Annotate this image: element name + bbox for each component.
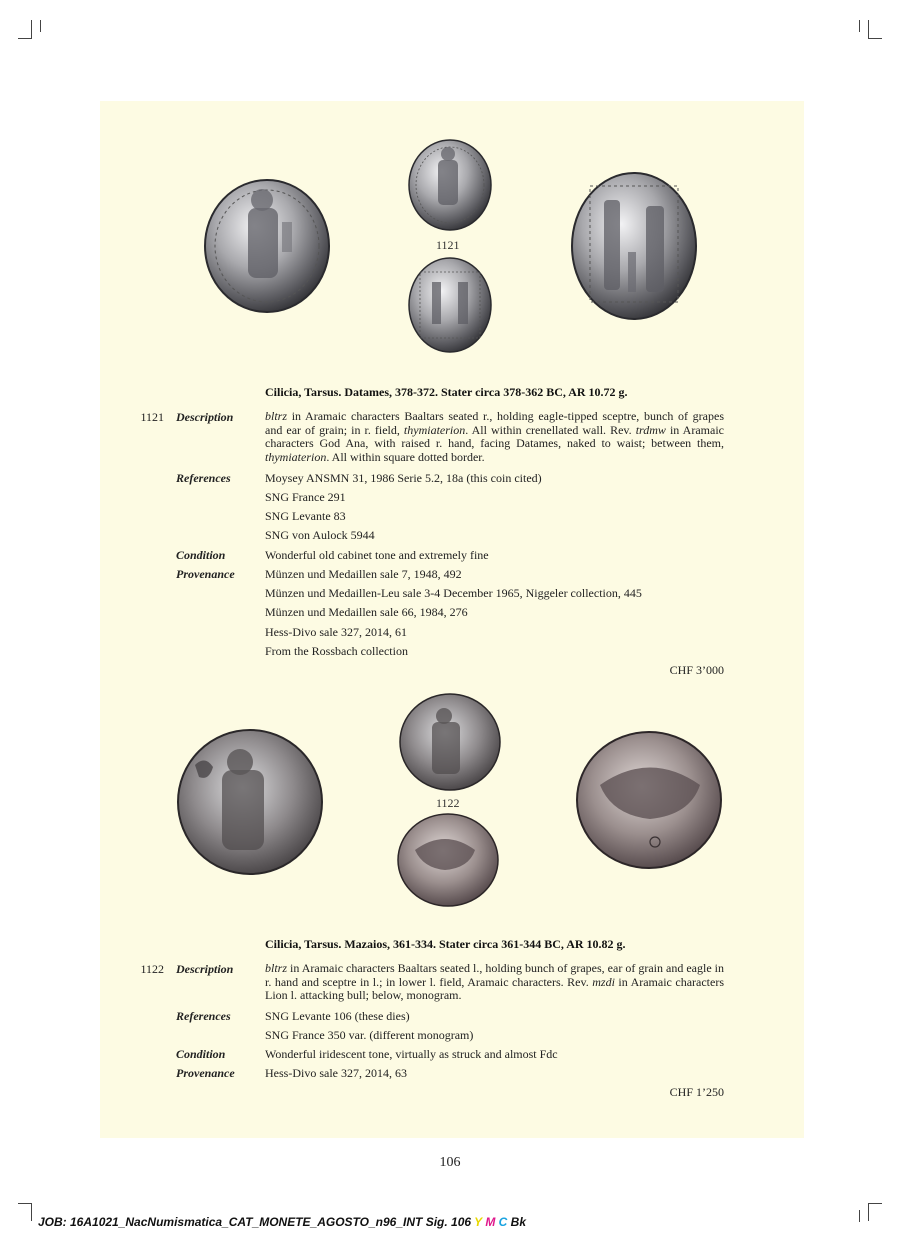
- lot-number: 1121: [140, 410, 164, 424]
- description-text: in Aramaic characters Lion l. attacking bull; below, monogram.: [265, 974, 725, 1003]
- print-job-footer: [38, 1215, 526, 1229]
- provenance-item: From the Rossbach collection: [265, 644, 408, 658]
- field-label-references: References: [176, 471, 231, 485]
- coin-1121-obverse-large: [205, 180, 329, 312]
- field-label-provenance: Provenance: [176, 567, 235, 581]
- coin-image-label: 1121: [436, 238, 460, 252]
- color-mark-cyan: C: [498, 1215, 508, 1229]
- field-label-description: Description: [176, 410, 234, 424]
- provenance-item: Münzen und Medaillen sale 66, 1984, 276: [265, 605, 468, 619]
- coin-1121-obverse-small: [409, 140, 491, 230]
- color-mark-magenta: M: [485, 1215, 496, 1229]
- provenance-item: Münzen und Medaillen sale 7, 1948, 492: [265, 567, 462, 581]
- field-label-condition: Condition: [176, 548, 226, 562]
- coin-1121-reverse-large: [572, 173, 696, 319]
- lot-price: CHF 3’000: [669, 663, 724, 677]
- condition-value: Wonderful old cabinet tone and extremely fine: [265, 548, 489, 562]
- field-label-references: References: [176, 1009, 231, 1023]
- coin-1122-reverse-large: [577, 732, 721, 868]
- provenance-item: Hess-Divo sale 327, 2014, 61: [265, 625, 407, 639]
- condition-value: Wonderful iridescent tone, virtually as struck and almost Fdc: [265, 1047, 558, 1061]
- italic-term: thymiaterion: [265, 449, 327, 464]
- reference-item: Moysey ANSMN 31, 1986 Serie 5.2, 18a (this coin cited): [265, 471, 542, 485]
- field-label-description: Description: [176, 962, 234, 976]
- color-mark-yellow: Y: [474, 1215, 482, 1229]
- reference-item: SNG Levante 106 (these dies): [265, 1009, 410, 1023]
- italic-term: bltrz: [265, 961, 288, 975]
- color-mark-black: Bk: [507, 1215, 527, 1229]
- italic-term: trdmw: [635, 422, 666, 437]
- description-text: in Aramaic characters God Ana, with raised r. hand, facing Datames, naked to waist; between them,: [265, 422, 724, 451]
- lot-price: CHF 1’250: [669, 1085, 724, 1099]
- reference-item: SNG France 350 var. (different monogram): [265, 1028, 474, 1042]
- field-label-condition: Condition: [176, 1047, 226, 1061]
- reference-item: SNG Levante 83: [265, 509, 346, 523]
- provenance-item: Münzen und Medaillen-Leu sale 3-4 December 1965, Niggeler collection, 445: [265, 586, 642, 600]
- coin-image-label: 1122: [436, 796, 460, 810]
- lot-title: Cilicia, Tarsus. Datames, 378-372. Stater circa 378-362 BC, AR 10.72 g.: [265, 385, 628, 399]
- provenance-item: Hess-Divo sale 327, 2014, 63: [265, 1066, 407, 1080]
- coin-1121-reverse-small: [409, 258, 491, 352]
- reference-item: SNG von Aulock 5944: [265, 528, 375, 542]
- coin-1122-obverse-small: [400, 694, 500, 790]
- job-text: JOB: 16A1021_NacNumismatica_CAT_MONETE_AGOSTO_n96_INT Sig. 106: [38, 1215, 475, 1229]
- italic-term: bltrz: [265, 409, 288, 423]
- lot-description: [265, 410, 724, 464]
- description-text: . All within crenellated wall. Rev.: [465, 422, 636, 437]
- description-text: in Aramaic characters Baaltars seated l., holding bunch of grapes, ear of grain and eagle in r. hand and sceptre in l.; in lower l. field, Aramaic characters. Rev.: [265, 961, 724, 989]
- lot-description: [265, 962, 724, 1003]
- coin-1122-reverse-small: [398, 814, 498, 906]
- page-number: 106: [439, 1155, 461, 1170]
- reference-item: SNG France 291: [265, 490, 346, 504]
- coin-1122-obverse-large: [178, 730, 322, 874]
- lot-number: 1122: [140, 962, 164, 976]
- italic-term: mzdi: [592, 974, 615, 989]
- lot-title: Cilicia, Tarsus. Mazaios, 361-334. Stater circa 361-344 BC, AR 10.82 g.: [265, 937, 626, 951]
- description-text: in Aramaic characters Baaltars seated r., holding eagle-tipped sceptre, bunch of grapes and ear of grain; in r. field,: [265, 409, 724, 437]
- description-text: . All within square dotted border.: [326, 449, 485, 464]
- italic-term: thymiaterion: [403, 422, 466, 437]
- field-label-provenance: Provenance: [176, 1066, 235, 1080]
